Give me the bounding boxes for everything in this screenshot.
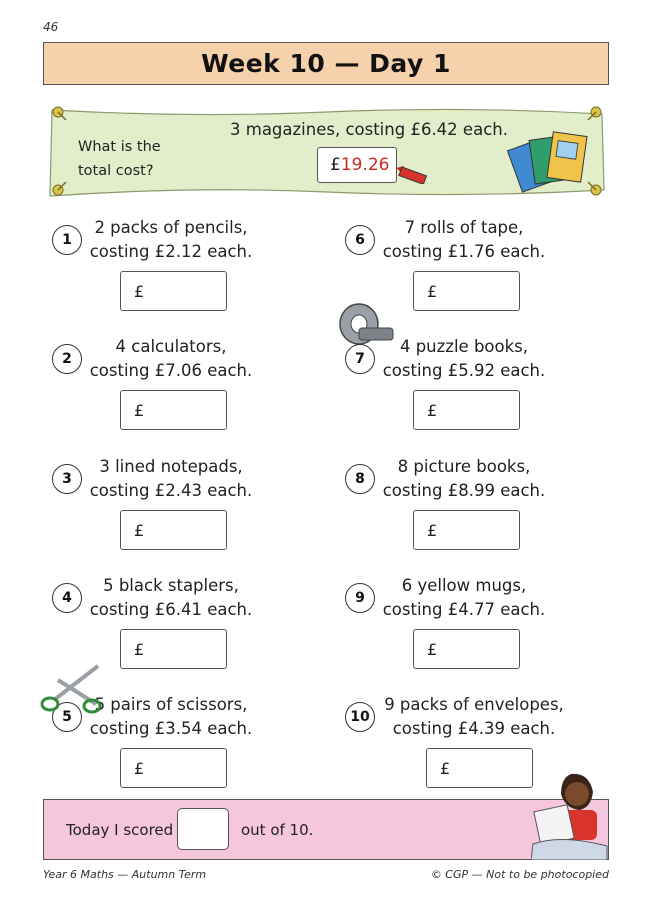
question-number: 4 (52, 583, 82, 613)
example-answer-box (317, 147, 397, 183)
currency-symbol: £ (134, 400, 145, 420)
question-text: 8 picture books, costing £8.99 each. (382, 457, 546, 500)
question-2 (43, 330, 323, 440)
footer-course: Year 6 Maths — Autumn Term (43, 868, 207, 881)
question-number: 7 (345, 344, 375, 374)
answer-box[interactable] (413, 510, 520, 550)
page-title: Week 10 — Day 1 (201, 49, 451, 78)
example-panel (44, 104, 610, 200)
question-text: 2 packs of pencils, costing £2.12 each. (89, 218, 253, 261)
currency-symbol: £ (134, 758, 145, 778)
question-number: 2 (52, 344, 82, 374)
question-text: 7 rolls of tape, costing £1.76 each. (382, 218, 546, 261)
reading-girl-icon (531, 764, 611, 860)
answer-box[interactable] (426, 748, 533, 788)
currency-symbol: £ (134, 281, 145, 301)
answer-box[interactable] (120, 510, 227, 550)
question-9 (336, 569, 616, 679)
answer-box[interactable] (120, 748, 227, 788)
answer-box[interactable] (413, 629, 520, 669)
question-text: 4 calculators, costing £7.06 each. (89, 337, 253, 380)
question-3 (43, 450, 323, 560)
answer-box[interactable] (120, 629, 227, 669)
question-text: 5 black staplers, costing £6.41 each. (89, 576, 253, 619)
question-text: 9 packs of envelopes, costing £4.39 each. (384, 695, 564, 738)
currency-symbol: £ (134, 520, 145, 540)
footer-copyright: © CGP — Not to be photocopied (430, 868, 609, 881)
scissors-icon (40, 660, 104, 714)
answer-box[interactable] (120, 390, 227, 430)
currency-symbol: £ (427, 400, 438, 420)
score-label: Today I scored (66, 821, 174, 839)
title-banner (43, 42, 609, 85)
question-1 (43, 211, 323, 321)
question-7 (336, 330, 616, 440)
page-number: 46 (43, 20, 59, 34)
question-number: 6 (345, 225, 375, 255)
score-panel (43, 799, 609, 860)
answer-box[interactable] (413, 271, 520, 311)
question-text: 5 pairs of scissors, costing £3.54 each. (89, 695, 253, 738)
pencil-icon (394, 164, 434, 184)
currency-symbol: £ (330, 155, 341, 175)
example-answer: 19.26 (340, 155, 390, 175)
question-number: 9 (345, 583, 375, 613)
question-text: 3 lined notepads, costing £2.43 each. (89, 457, 253, 500)
question-number: 10 (345, 702, 375, 732)
question-8 (336, 450, 616, 560)
currency-symbol: £ (427, 520, 438, 540)
currency-symbol: £ (427, 639, 438, 659)
currency-symbol: £ (134, 639, 145, 659)
answer-box[interactable] (413, 390, 520, 430)
magazines-icon (506, 130, 596, 200)
example-question: What is the total cost? (78, 139, 161, 179)
score-input-box[interactable] (177, 808, 229, 850)
question-text: 4 puzzle books, costing £5.92 each. (382, 337, 546, 380)
example-item: 3 magazines, costing £6.42 each. (230, 120, 508, 139)
answer-box[interactable] (120, 271, 227, 311)
score-out-of: out of 10. (241, 821, 314, 839)
question-number: 8 (345, 464, 375, 494)
question-text: 6 yellow mugs, costing £4.77 each. (382, 576, 546, 619)
question-number: 5 (52, 702, 82, 732)
question-number: 3 (52, 464, 82, 494)
question-number: 1 (52, 225, 82, 255)
currency-symbol: £ (427, 281, 438, 301)
currency-symbol: £ (440, 758, 451, 778)
